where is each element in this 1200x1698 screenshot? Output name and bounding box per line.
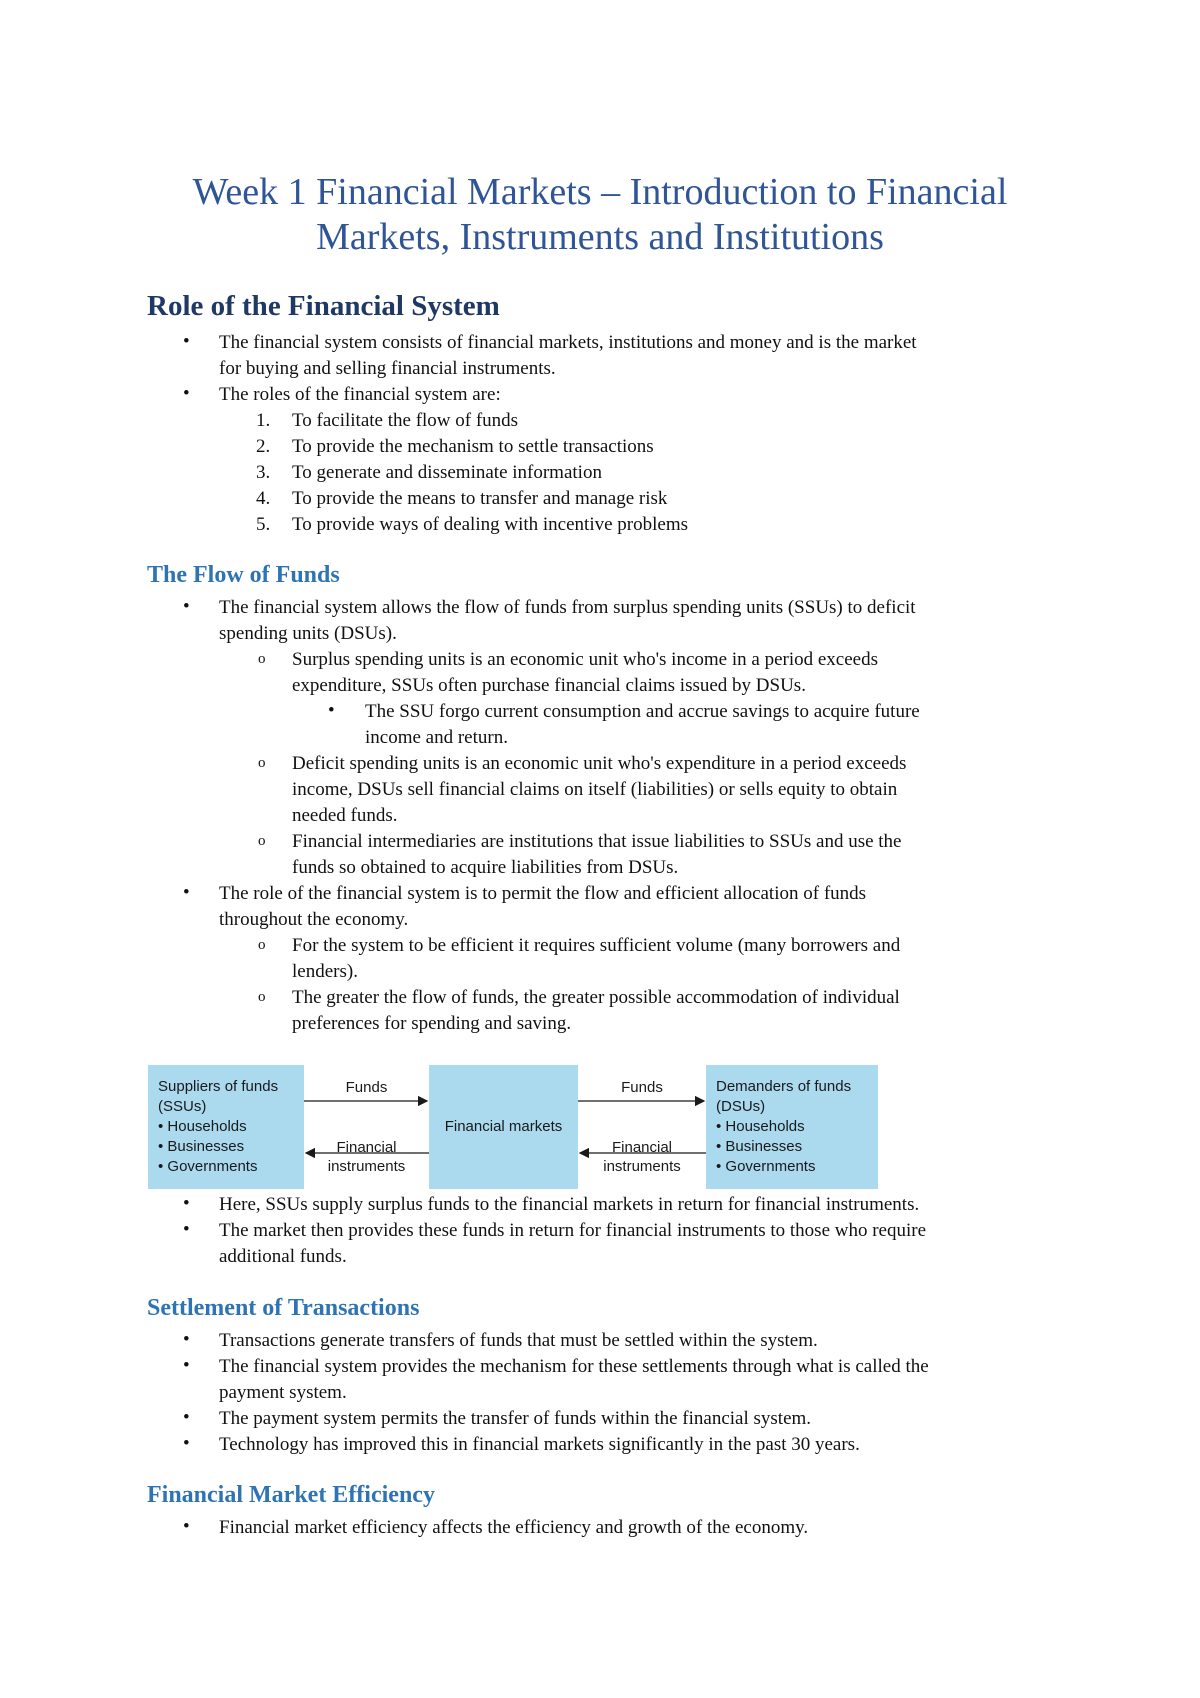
text-line: Surplus spending units is an economic unit who's income in a period exceeds — [292, 649, 878, 670]
text-line: spending units (DSUs). — [219, 623, 397, 644]
diagram-arrows — [148, 1065, 878, 1189]
instruments-label — [304, 1138, 429, 1176]
text-line: The roles of the financial system are: — [219, 384, 501, 405]
text-line: The payment system permits the transfer of funds within the financial system. — [219, 1408, 812, 1429]
text-line: for buying and selling financial instruments. — [219, 358, 556, 379]
suppliers-title: Suppliers of funds — [158, 1078, 279, 1095]
bullet-icon: • — [183, 882, 190, 903]
circle-bullet-icon: o — [258, 833, 266, 849]
text-line: The role of the financial system is to permit the flow and efficient allocation of funds — [219, 883, 867, 904]
bullet-icon: • — [328, 700, 335, 721]
bullet-icon: • — [183, 1433, 190, 1454]
text-line: expenditure, SSUs often purchase financial claims issued by DSUs. — [292, 675, 806, 696]
demanders-item: • Governments — [716, 1158, 816, 1175]
text-line: Technology has improved this in financial markets significantly in the past 30 years. — [219, 1434, 860, 1455]
text-line: income and return. — [365, 727, 508, 748]
suppliers-item: • Businesses — [158, 1138, 245, 1155]
suppliers-item: • Governments — [158, 1158, 258, 1175]
text-line: The financial system allows the flow of funds from surplus spending units (SSUs) to deficit — [219, 597, 916, 618]
text-line: For the system to be efficient it requires sufficient volume (many borrowers and — [292, 935, 901, 956]
list-item: To facilitate the flow of funds — [292, 410, 519, 431]
instruments-label — [578, 1138, 706, 1176]
bullet-icon: • — [183, 1516, 190, 1537]
bullet-icon: • — [183, 1193, 190, 1214]
title-line-2: Markets, Instruments and Institutions — [316, 216, 884, 258]
circle-bullet-icon: o — [258, 755, 266, 771]
list-number: 3. — [256, 462, 271, 483]
text-line: additional funds. — [219, 1246, 347, 1267]
instruments-label-line: instruments — [603, 1158, 681, 1175]
funds-label: Funds — [345, 1079, 388, 1096]
text-line: Financial intermediaries are institutions that issue liabilities to SSUs and use the — [292, 831, 902, 852]
text-line: income, DSUs sell financial claims on itself (liabilities) or sells equity to obtain — [292, 779, 898, 800]
text-line: The financial system provides the mechanism for these settlements through what is called the — [219, 1356, 929, 1377]
document-title — [140, 170, 1060, 260]
title-line-1: Week 1 Financial Markets – Introduction to Financial — [192, 171, 1008, 213]
text-line: funds so obtained to acquire liabilities from DSUs. — [292, 857, 679, 878]
heading-settlement-of-transactions: Settlement of Transactions — [147, 1295, 420, 1321]
text-line: The market then provides these funds in return for financial instruments to those who require — [219, 1220, 927, 1241]
funds-label: Funds — [621, 1079, 663, 1096]
instruments-label-line: Financial — [611, 1139, 673, 1156]
circle-bullet-icon: o — [258, 651, 266, 667]
demanders-title: (DSUs) — [716, 1098, 766, 1115]
bullet-icon: • — [183, 1329, 190, 1350]
bullet-icon: • — [183, 331, 190, 352]
instruments-label-line: instruments — [327, 1158, 406, 1175]
list-number: 1. — [256, 410, 271, 431]
list-item: To provide ways of dealing with incentive problems — [292, 514, 688, 535]
text-line: The SSU forgo current consumption and accrue savings to acquire future — [365, 701, 920, 722]
list-number: 5. — [256, 514, 271, 535]
text-line: Here, SSUs supply surplus funds to the financial markets in return for financial instruments. — [219, 1194, 920, 1215]
text-line: lenders). — [292, 961, 358, 982]
bullet-icon: • — [183, 383, 190, 404]
text-line: Deficit spending units is an economic unit who's expenditure in a period exceeds — [292, 753, 907, 774]
text-line: payment system. — [219, 1382, 347, 1403]
flow-of-funds-diagram — [148, 1065, 878, 1189]
text-line: The financial system consists of financial markets, institutions and money and is the market — [219, 332, 917, 353]
bullet-icon: • — [183, 1219, 190, 1240]
list-item: To generate and disseminate information — [292, 462, 602, 483]
list-number: 4. — [256, 488, 271, 509]
list-number: 2. — [256, 436, 271, 457]
demanders-title: Demanders of funds — [716, 1078, 852, 1095]
list-item: To provide the means to transfer and manage risk — [292, 488, 668, 509]
text-line: preferences for spending and saving. — [292, 1013, 572, 1034]
text-line: needed funds. — [292, 805, 398, 826]
text-line: Transactions generate transfers of funds that must be settled within the system. — [219, 1330, 818, 1351]
bullet-icon: • — [183, 1355, 190, 1376]
demanders-item: • Households — [716, 1118, 805, 1135]
demanders-item: • Businesses — [716, 1138, 803, 1155]
bullet-icon: • — [183, 596, 190, 617]
suppliers-title: (SSUs) — [158, 1098, 207, 1115]
heading-role-of-financial-system: Role of the Financial System — [147, 290, 500, 322]
text-line: The greater the flow of funds, the greater possible accommodation of individual — [292, 987, 900, 1008]
suppliers-item: • Households — [158, 1118, 247, 1135]
instruments-label-line: Financial — [336, 1139, 397, 1156]
heading-flow-of-funds: The Flow of Funds — [147, 562, 340, 588]
list-item: To provide the mechanism to settle transactions — [292, 436, 654, 457]
bullet-icon: • — [183, 1407, 190, 1428]
heading-financial-market-efficiency: Financial Market Efficiency — [147, 1482, 435, 1508]
circle-bullet-icon: o — [258, 989, 266, 1005]
text-line: Financial market efficiency affects the efficiency and growth of the economy. — [219, 1517, 809, 1538]
circle-bullet-icon: o — [258, 937, 266, 953]
text-line: throughout the economy. — [219, 909, 409, 930]
financial-markets-label: Financial markets — [444, 1118, 563, 1135]
